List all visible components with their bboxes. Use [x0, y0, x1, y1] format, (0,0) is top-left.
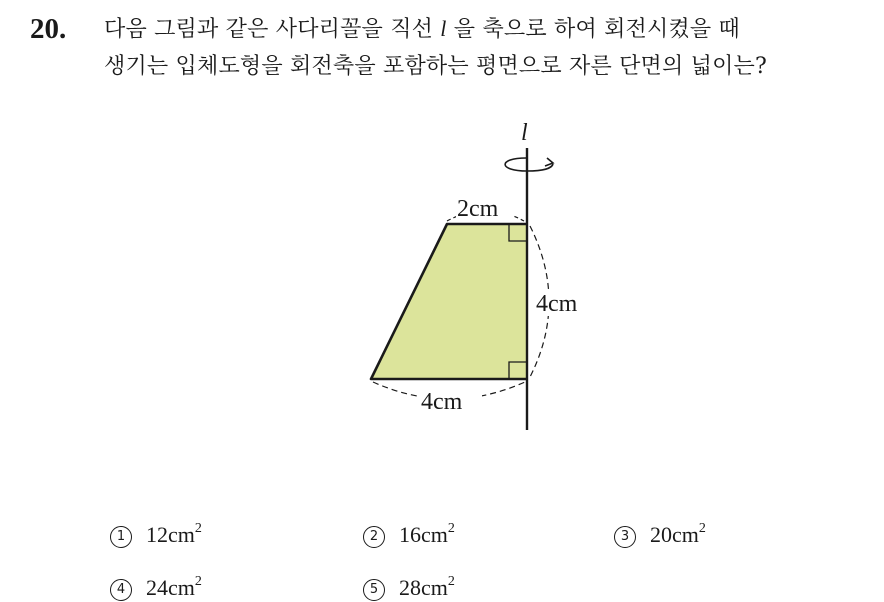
choice-number-marker: 2 [363, 526, 385, 548]
choice-option[interactable] [614, 515, 706, 549]
choice-value: 28 [399, 575, 421, 600]
question-text-part: 다음 그림과 같은 사다리꼴을 직선 [104, 17, 441, 42]
choice-number-marker: 1 [110, 526, 132, 548]
rotation-arrow-icon [505, 158, 553, 171]
choice-unit: cm [168, 575, 195, 600]
question-text-line-2: 생기는 입체도형을 회전축을 포함하는 평면으로 자른 단면의 넓이는? [104, 54, 768, 79]
axis-variable: l [440, 16, 447, 41]
choice-number-marker: 5 [363, 579, 385, 601]
choice-unit: cm [168, 522, 195, 547]
choice-value: 20 [650, 522, 672, 547]
question-number: 20. [30, 13, 67, 45]
right-side-label: 4cm [536, 291, 578, 317]
choice-number-marker: 3 [614, 526, 636, 548]
choice-exponent: 2 [698, 521, 706, 536]
choice-value: 12 [146, 522, 168, 547]
choice-value: 16 [399, 522, 421, 547]
choice-value: 24 [146, 575, 168, 600]
choice-exponent: 2 [194, 521, 202, 536]
question-text-part: 을 축으로 하여 회전시켰을 때 [446, 17, 741, 42]
choice-option[interactable] [363, 515, 455, 549]
choice-unit: cm [672, 522, 699, 547]
choice-unit: cm [421, 575, 448, 600]
choice-exponent: 2 [447, 574, 455, 589]
choice-exponent: 2 [447, 521, 455, 536]
choice-option[interactable] [110, 515, 202, 549]
trapezoid-shape [371, 224, 527, 379]
choice-exponent: 2 [194, 574, 202, 589]
choice-unit: cm [421, 522, 448, 547]
choice-number-marker: 4 [110, 579, 132, 601]
rotation-arrowhead-icon [545, 158, 553, 166]
bottom-side-label: 4cm [421, 389, 463, 415]
top-side-label: 2cm [457, 196, 499, 222]
axis-label: l [521, 120, 528, 146]
